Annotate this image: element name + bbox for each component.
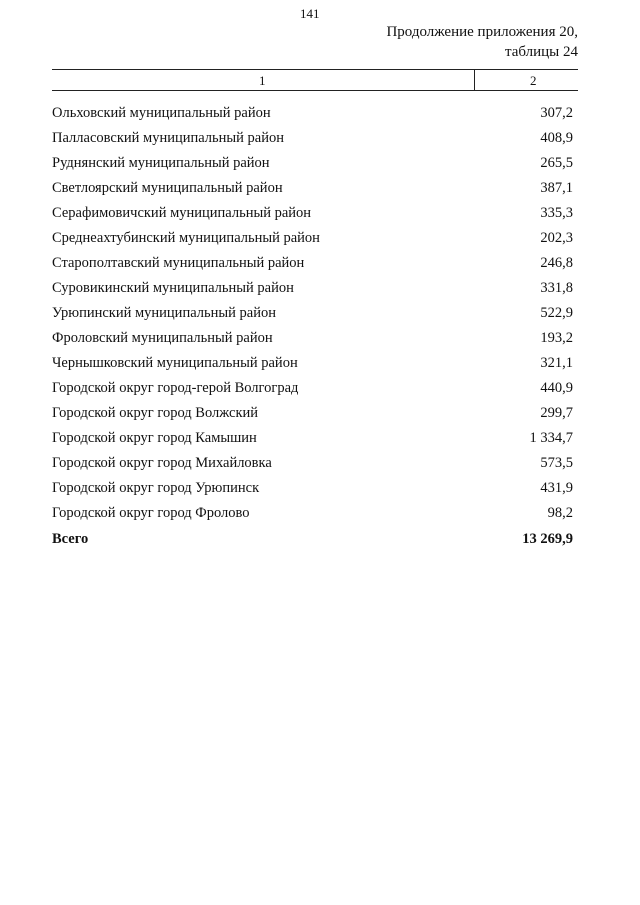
table-row — [52, 101, 578, 126]
row-name: Городской округ город Камышин — [52, 430, 257, 446]
row-name: Городской округ город Волжский — [52, 405, 259, 421]
table-row — [52, 301, 578, 326]
row-value: 440,9 — [540, 380, 573, 396]
table-body — [52, 101, 578, 526]
column-header-1: 1 — [259, 73, 266, 88]
row-name: Чернышковский муниципальный район — [52, 355, 298, 371]
table-row — [52, 451, 578, 476]
row-value: 387,1 — [540, 180, 573, 196]
row-value: 98,2 — [547, 505, 573, 521]
row-name: Среднеахтубинский муниципальный район — [52, 230, 320, 246]
table-row — [52, 501, 578, 526]
table-row — [52, 376, 578, 401]
table-row — [52, 426, 578, 451]
row-name: Светлоярский муниципальный район — [52, 180, 283, 196]
row-name: Ольховский муниципальный район — [52, 105, 271, 121]
row-name: Городской округ город Фролово — [52, 505, 250, 521]
row-value: 408,9 — [540, 130, 573, 146]
table-row — [52, 176, 578, 201]
caption-line-1: Продолжение приложения 20, — [386, 24, 578, 40]
table-row — [52, 126, 578, 151]
row-value: 299,7 — [540, 405, 573, 421]
row-name: Фроловский муниципальный район — [52, 330, 273, 346]
header-column-divider — [474, 69, 475, 90]
row-value: 335,3 — [540, 205, 573, 221]
row-name: Серафимовичский муниципальный район — [52, 205, 312, 221]
table-row — [52, 326, 578, 351]
row-name: Суровикинский муниципальный район — [52, 280, 294, 296]
row-name: Городской округ город Михайловка — [52, 455, 272, 471]
row-value: 431,9 — [540, 480, 573, 496]
table-row — [52, 276, 578, 301]
row-value: 307,2 — [540, 105, 573, 121]
table-row — [52, 151, 578, 176]
table-caption — [386, 22, 578, 62]
row-value: 193,2 — [540, 330, 573, 346]
total-value: 13 269,9 — [522, 531, 573, 547]
table-row — [52, 201, 578, 226]
row-value: 331,8 — [540, 280, 573, 296]
row-value: 522,9 — [540, 305, 573, 321]
total-label: Всего — [52, 531, 89, 547]
row-value: 265,5 — [540, 155, 573, 171]
table-row — [52, 251, 578, 276]
table-row — [52, 351, 578, 376]
row-name: Руднянский муниципальный район — [52, 155, 270, 171]
total-row — [52, 531, 578, 548]
row-name: Городской округ город-герой Волгоград — [52, 380, 299, 396]
row-name: Палласовский муниципальный район — [52, 130, 284, 146]
row-value: 202,3 — [540, 230, 573, 246]
row-value: 246,8 — [540, 255, 573, 271]
table-row — [52, 401, 578, 426]
table-header-top-rule — [52, 69, 578, 70]
caption-line-2: таблицы 24 — [504, 44, 578, 60]
table-row — [52, 226, 578, 251]
page-number: 141 — [300, 6, 320, 21]
column-header-2: 2 — [530, 73, 537, 88]
row-value: 1 334,7 — [529, 430, 573, 446]
table-row — [52, 476, 578, 501]
row-value: 321,1 — [540, 355, 573, 371]
row-value: 573,5 — [540, 455, 573, 471]
table-header-bottom-rule — [52, 90, 578, 91]
row-name: Старополтавский муниципальный район — [52, 255, 305, 271]
row-name: Городской округ город Урюпинск — [52, 480, 260, 496]
row-name: Урюпинский муниципальный район — [52, 305, 276, 321]
